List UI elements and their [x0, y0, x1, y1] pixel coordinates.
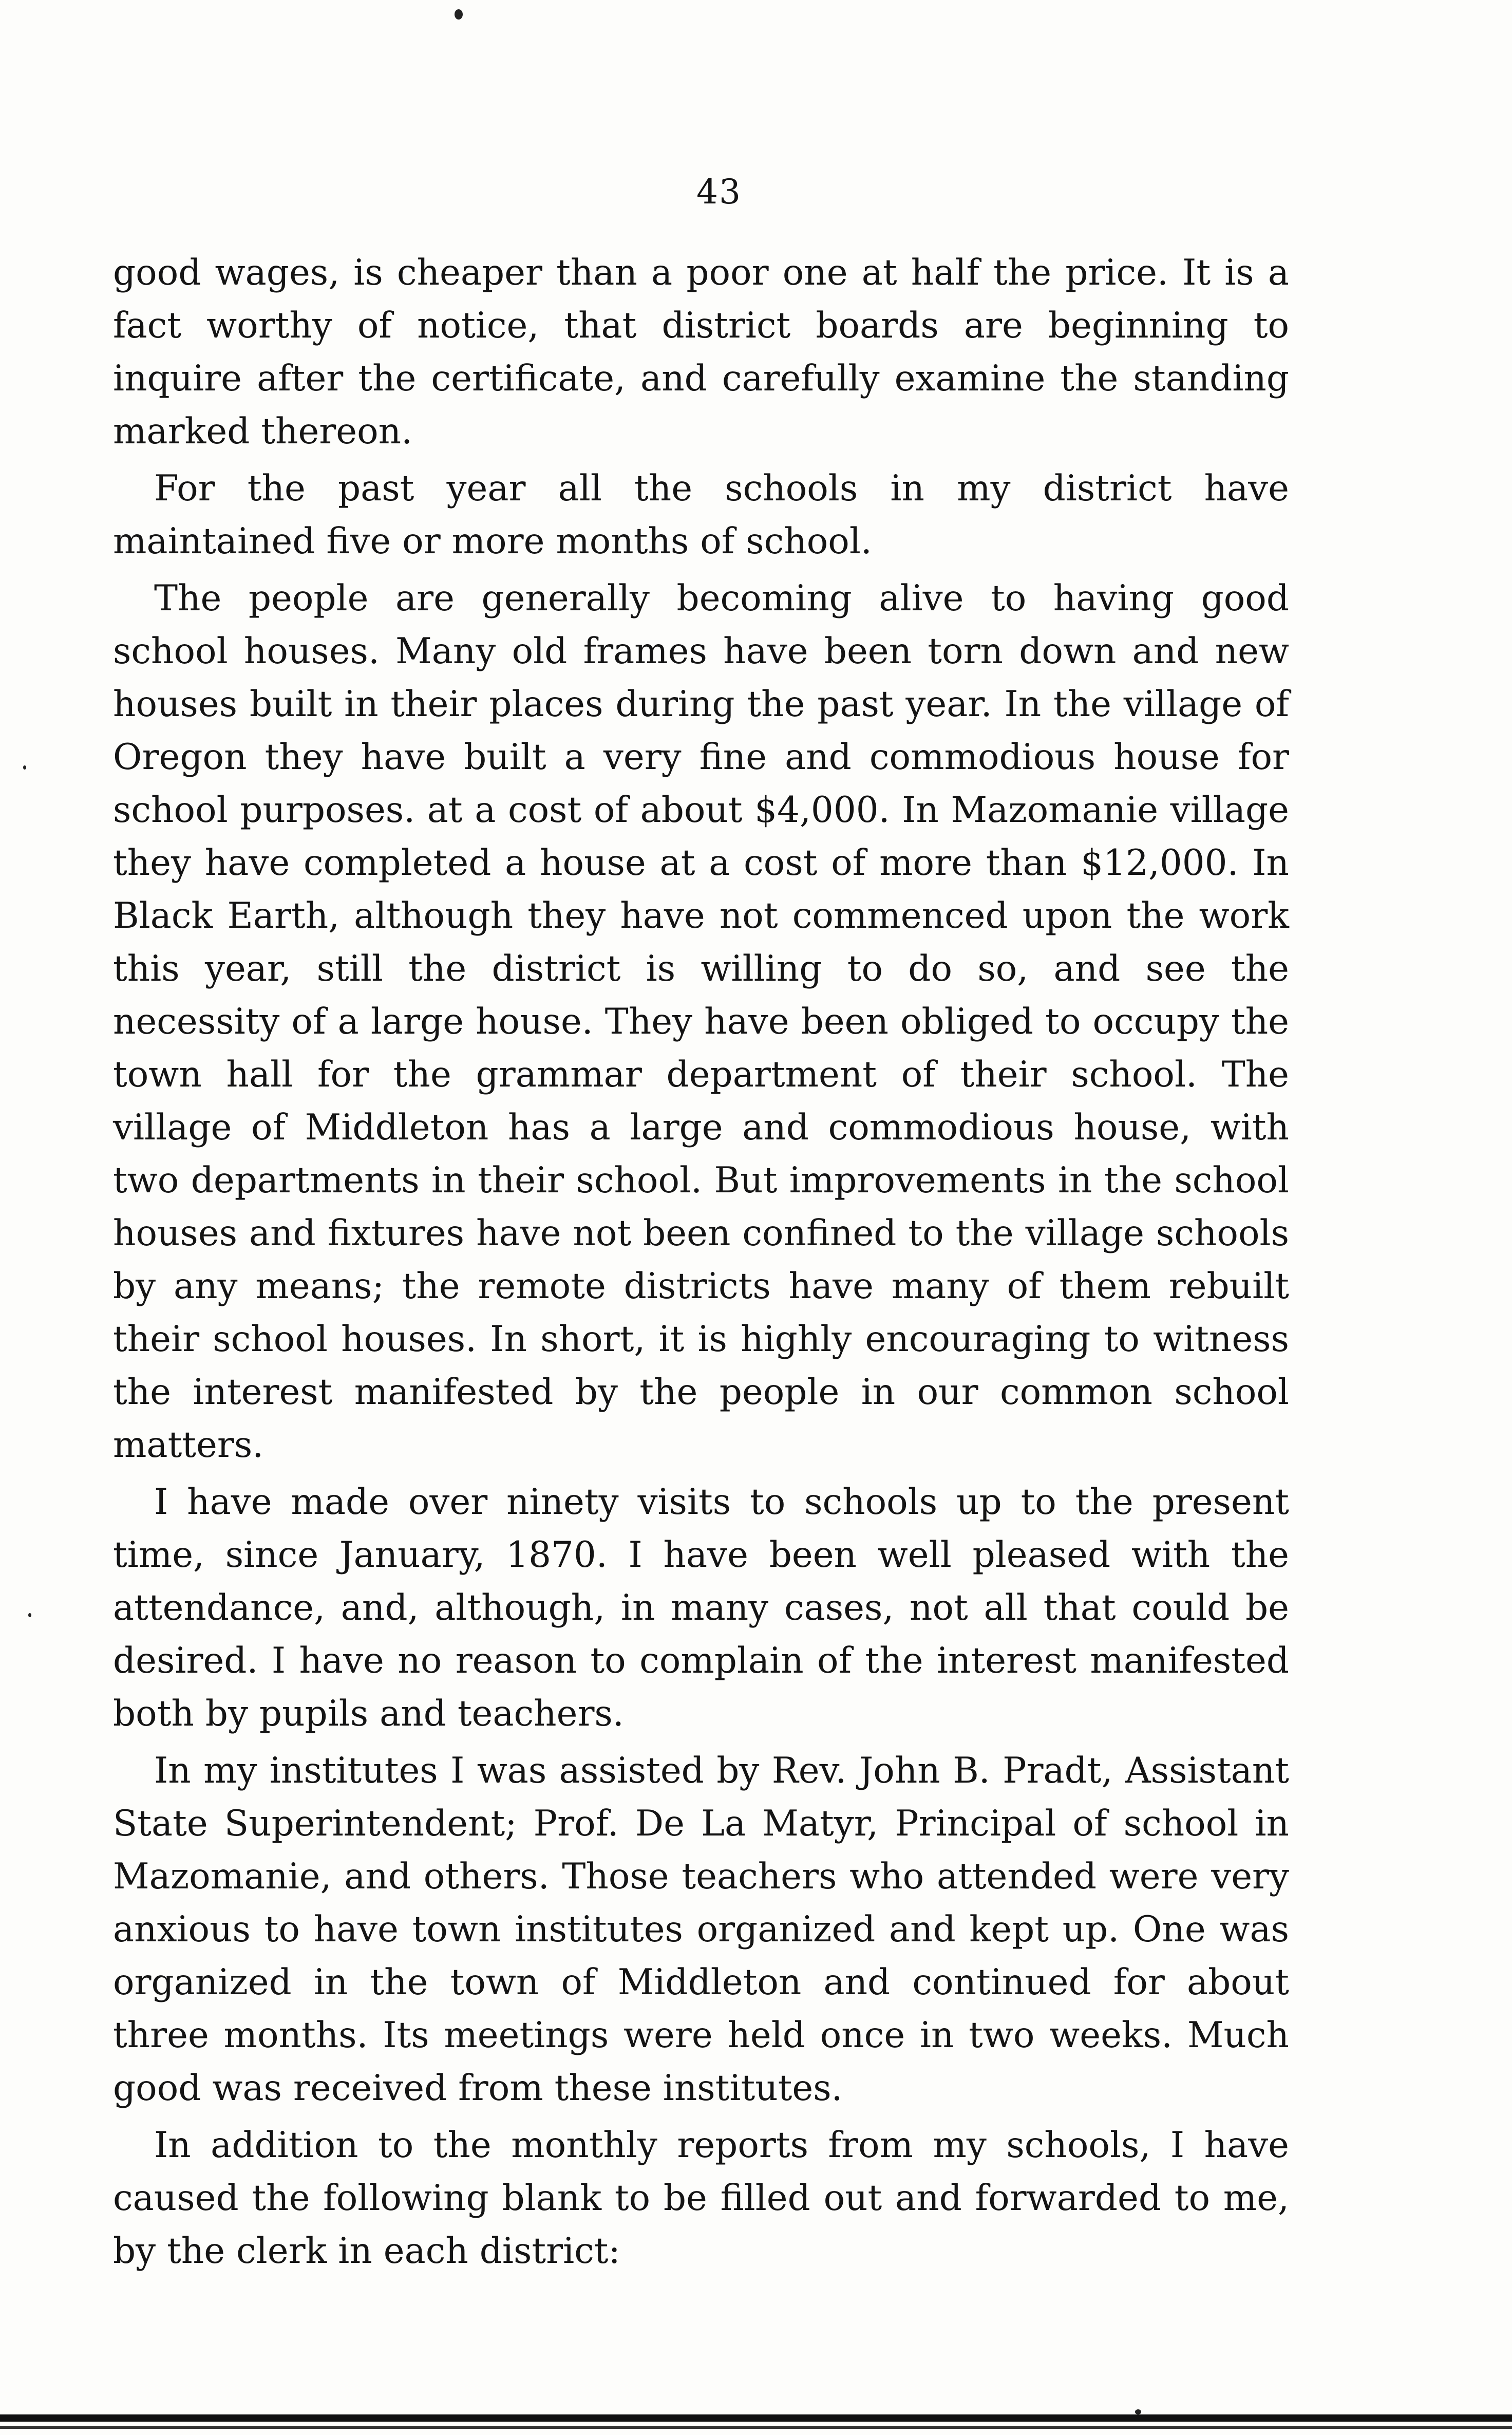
paragraph: In my institutes I was assisted by Rev. John B. Pradt, Assistant State Superintendent; Prof. De La Matyr, Principal of school in Mazomanie, and others. Those teachers who attended were very anxious to have town institutes organized and kept up. One was organized in the town of Middleton and continued for about three months. Its meetings were held once in two weeks. Much good was received from these institutes. [113, 1750, 1289, 2109]
scan-speck [1135, 2409, 1141, 2414]
paragraph: The people are generally becoming alive to having good school houses. Many old frames have been torn down and new houses built in their places during the past year. In the village of Oregon they have built a very fine and commodious house for school purposes. at a cost of about $4,000. In Mazomanie village they have completed a house at a cost of more than $12,000. In Black Earth, although they have not commenced upon the work this year, still the district is willing to do so, and see the necessity of a large house. They have been obliged to occupy the town hall for the grammar department of their school. The village of Middleton has a large and commodious house, with two departments in their school. But improvements in the school houses and fixtures have not been confined to the village schools by any means; the remote districts have many of them rebuilt their school houses. In short, it is highly encouraging to witness the interest manifested by the people in our common school matters. [113, 578, 1289, 1466]
page-bottom-rule [0, 2426, 1512, 2429]
page-bottom-rule [0, 2414, 1512, 2422]
body-text [113, 247, 1289, 2278]
scan-speck [28, 1613, 31, 1617]
paragraph: In addition to the monthly reports from my schools, I have caused the following blank to be filled out and forwarded to me, by the clerk in each district: [113, 2125, 1289, 2272]
paragraph: For the past year all the schools in my district have maintained five or more months of school. [113, 468, 1289, 562]
page-number: 43 [696, 172, 742, 212]
paragraph: I have made over ninety visits to schools up to the present time, since January, 1870. I have been well pleased with the attendance, and, although, in many cases, not all that could be desired. I have no reason to complain of the interest manifested both by pupils and teachers. [113, 1482, 1289, 1734]
scan-speck [455, 9, 463, 20]
paragraph: good wages, is cheaper than a poor one at half the price. It is a fact worthy of notice, that district boards are beginning to inquire after the certificate, and carefully examine the standing marked thereon. [113, 252, 1289, 452]
scan-speck [23, 765, 26, 770]
